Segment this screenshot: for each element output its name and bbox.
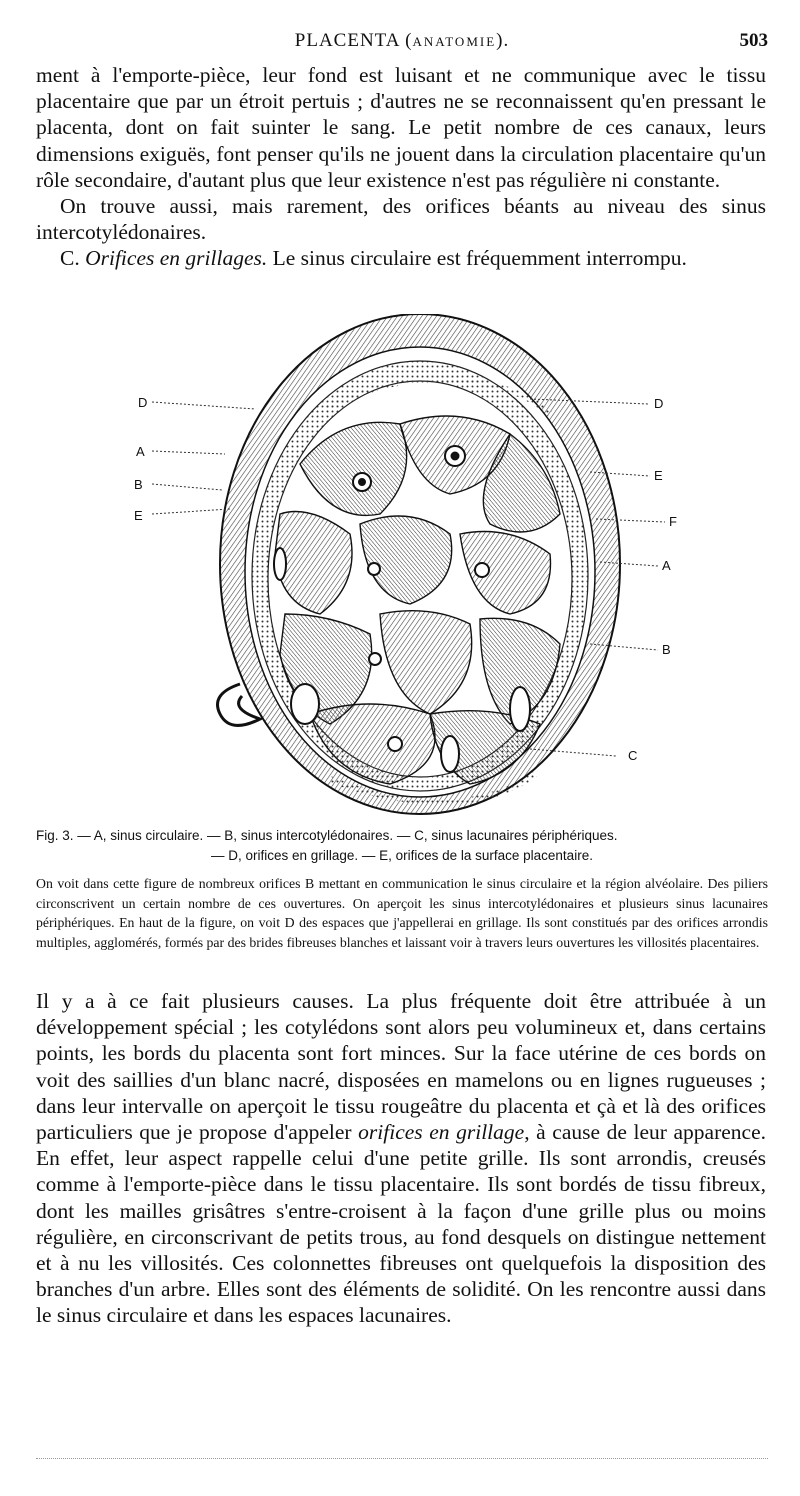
- running-head: [36, 30, 768, 58]
- section-text: Le sinus circulaire est fréquemment interrompu.: [272, 246, 687, 271]
- footer-rule: [36, 1458, 768, 1463]
- figure-caption-line1: Fig. 3. — A, sinus circulaire. — B, sinus intercotylédonaires. — C, sinus lacunaires périphériques.: [36, 828, 618, 843]
- figure-label-right-c: C: [628, 748, 638, 763]
- placenta-illustration: [130, 314, 690, 824]
- top-paragraph: ment à l'emporte-pièce, leur fond est luisant et ne communique avec le tissu placentaire que par un étroit pertuis ; d'autres ne se reconnaissent qu'en pressant le placenta, dont on fait suinter le sang. Le petit nombre de ces canaux, leurs dimensions exiguës, font penser qu'ils ne jouent dans la circulation placentaire qu'un rôle secondaire, d'autant plus que leur existence n'est pas régulière ni constante.: [36, 63, 766, 192]
- bottom-paragraph: [36, 988, 766, 1329]
- bottom-paragraph-part2: , à cause de leur apparence. En effet, leur aspect rappelle celui d'une petite grille. Ils sont arrondis, creusés comme à l'emporte-pièce dans le tissu placentaire. Ils sont bordés de tissu fibreux, dont les mailles grisâtres s'entre-croisent à la façon d'une grille plus ou moins régulière, en circonscrivant de petits trous, au fond desquels on distingue nettement et à nu les villosités. Ces colonnettes fibreuses ont quelquefois la disposition des branches d'un arbre. Elles sont des éléments de solidité. On les rencontre aussi dans le sinus circulaire et dans les espaces lacunaires.: [36, 1120, 766, 1328]
- second-paragraph: On trouve aussi, mais rarement, des orifices béants au niveau des sinus intercotylédonaires.: [36, 194, 766, 245]
- page-number: 503: [739, 30, 768, 51]
- figure-legend-text: On voit dans cette figure de nombreux orifices B mettant en communication le sinus circulaire et la région alvéolaire. Des piliers circonscrivent un certain nombre de ces ouvertures. On aperçoit les sinus intercotylédonaires et plusieurs sinus lacunaires périphériques. En haut de la figure, on voit D des espaces que j'appellerai en grillage. Ils sont constitués par des orifices arrondis multiples, agglomérés, formés par des brides fibreuses blanches et laissant voir à travers leurs ouvertures les villosités placentaires.: [36, 876, 768, 950]
- figure-label-right-d: D: [654, 396, 664, 411]
- bottom-text-block: [36, 988, 766, 1329]
- figure-caption-line2: — D, orifices en grillage. — E, orifices de la surface placentaire.: [211, 848, 593, 863]
- running-title-small: ANATOMIE: [412, 34, 497, 49]
- figure-label-left-b: B: [134, 477, 143, 492]
- section-title: Orifices en grillages.: [85, 246, 268, 271]
- figure-label-left-a: A: [136, 444, 145, 459]
- figure-label-left-e: E: [134, 508, 143, 523]
- top-text-block: [36, 62, 766, 272]
- section-marker: C.: [60, 246, 80, 271]
- placenta-figure: [130, 314, 690, 824]
- figure-label-right-f: F: [669, 514, 677, 529]
- bottom-paragraph-part1: Il y a à ce fait plusieurs causes. La plus fréquente doit être attribuée à un développement spécial ; les cotylédons sont alors peu volumineux et, dans certains points, les bords du placenta sont fort minces. Sur la face utérine de ces bords on voit des saillies d'un blanc nacré, disposées en mamelons ou en lignes rugueuses ; dans leur intervalle on aperçoit le tissu rougeâtre du placenta et çà et là des orifices particuliers que je propose d'appeler: [36, 989, 766, 1145]
- figure-label-right-b: B: [662, 642, 671, 657]
- running-title-close: ).: [496, 30, 510, 51]
- bottom-paragraph-emphasis: orifices en grillage: [358, 1120, 525, 1145]
- figure-legend: [36, 874, 768, 952]
- running-title-main: PLACENTA (: [294, 30, 413, 51]
- figure-label-right-a: A: [662, 558, 671, 573]
- figure-caption: [36, 826, 768, 866]
- section-heading: [36, 245, 766, 271]
- running-title: [36, 30, 768, 52]
- figure-label-left-d: D: [138, 395, 148, 410]
- figure-label-right-e: E: [654, 468, 663, 483]
